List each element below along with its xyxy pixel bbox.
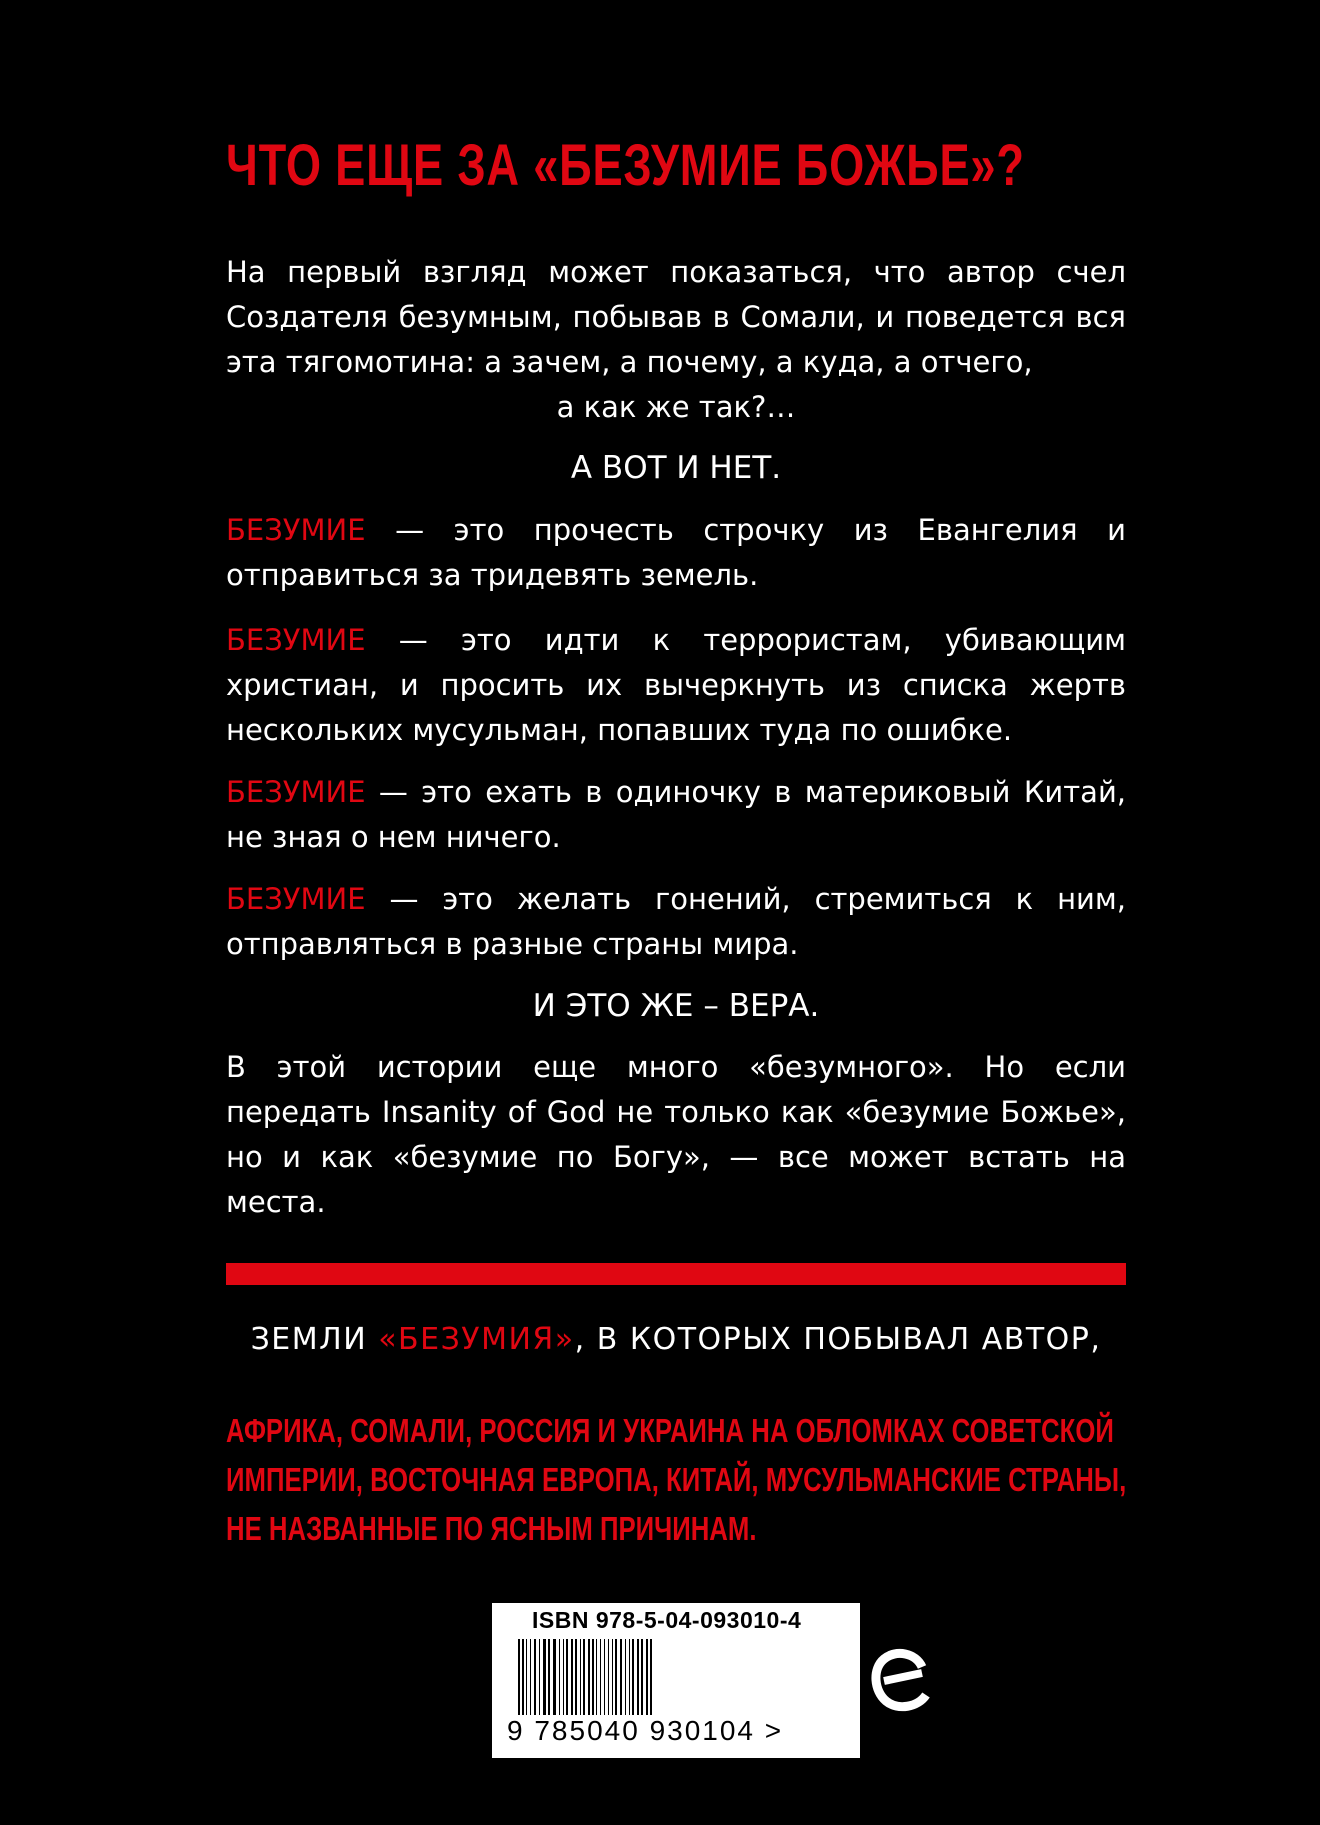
madness-word: БЕЗУМИЕ <box>226 882 366 916</box>
madness-word: БЕЗУМИЕ <box>226 623 366 657</box>
barcode-bar <box>625 1639 626 1717</box>
red-divider <box>226 1263 1126 1285</box>
barcode-bar <box>553 1639 556 1717</box>
isbn-label: ISBN 978-5-04-093010-4 <box>532 1607 802 1633</box>
barcode-bar <box>566 1639 568 1717</box>
barcode-bar <box>559 1639 560 1717</box>
barcode-bar <box>548 1639 550 1717</box>
madness-item-text: — это идти к террористам, убивающим христиан, и просить их вычеркнуть из списка жертв нескольких мусульман, попавших туда по ошибке. <box>226 623 1126 747</box>
barcode-bar <box>580 1639 581 1717</box>
intro-text: На первый взгляд может показаться, что автор счел Создателя безумным, побывав в Сомали, и поведется вся эта тягомотина: а зачем, а почему, а куда, а отчего, <box>226 255 1126 379</box>
madness-item-text: — это желать гонений, стремиться к ним, отправляться в разные страны мира. <box>226 882 1126 961</box>
barcode-bar <box>637 1639 639 1717</box>
barcode-bar <box>575 1639 577 1717</box>
barcode-bar <box>608 1639 609 1717</box>
barcode-bar <box>600 1639 601 1717</box>
barcode-digits <box>506 1715 846 1747</box>
madness-word: БЕЗУМИЕ <box>226 513 366 547</box>
madness-item <box>226 770 1126 860</box>
barcode-bar <box>539 1639 540 1717</box>
barcode-bar <box>596 1639 597 1717</box>
barcode-bar <box>526 1639 527 1717</box>
intro-last-text: а как же так?… <box>556 390 796 424</box>
barcode-bar <box>543 1639 546 1717</box>
barcode-bar <box>530 1639 531 1717</box>
madness-word: БЕЗУМИЕ <box>226 775 366 809</box>
madness-item <box>226 508 1126 598</box>
madness-item <box>226 877 1126 967</box>
barcode-bar <box>620 1639 622 1717</box>
barcode-bar <box>632 1639 634 1717</box>
barcode-bar <box>571 1639 573 1717</box>
barcode-bar <box>604 1639 605 1717</box>
lands-title <box>226 1320 1126 1360</box>
lands-title-prefix: ЗЕМЛИ <box>250 1322 379 1357</box>
lands-list: АФРИКА, СОМАЛИ, РОССИЯ И УКРАИНА НА ОБЛОМКАХ СОВЕТСКОЙ ИМПЕРИИ, ВОСТОЧНАЯ ЕВРОПА, КИТАЙ, МУСУЛЬМАНСКИЕ СТРАНЫ, НЕ НАЗВАННЫЕ ПО ЯСНЫМ ПРИЧИНАМ. <box>226 1412 1127 1547</box>
barcode-bar <box>583 1639 585 1717</box>
madness-item <box>226 618 1126 753</box>
headline: ЧТО ЕЩЕ ЗА «БЕЗУМИЕ БОЖЬЕ»? <box>226 133 1025 198</box>
barcode-bar <box>534 1639 536 1717</box>
barcode-digits-text: 9 785040 930104 > <box>507 1715 784 1746</box>
barcode-bar <box>563 1639 564 1717</box>
barcode-bar <box>629 1639 630 1717</box>
eksmo-logo-icon <box>870 1643 934 1717</box>
lands-title-accent: «БЕЗУМИЯ» <box>378 1322 575 1357</box>
barcode-bar <box>615 1639 617 1717</box>
closing-paragraph <box>226 1045 1126 1225</box>
intro-last-line <box>226 385 1126 430</box>
callout-faith: И ЭТО ЖЕ – ВЕРА. <box>532 988 820 1024</box>
barcode-bar <box>612 1639 613 1717</box>
madness-item-text: — это прочесть строчку из Евангелия и отправиться за тридевять земель. <box>226 513 1126 592</box>
closing-text: В этой истории еще много «безумного». Но если передать Insanity of God не только как «безумие Божье», но и как «безумие по Богу», — все может встать на места. <box>226 1050 1126 1219</box>
callout-not-so: А ВОТ И НЕТ. <box>570 450 782 486</box>
isbn-barcode <box>492 1603 860 1758</box>
intro-paragraph <box>226 250 1126 385</box>
barcode-bar <box>641 1639 643 1717</box>
lands-title-suffix: , В КОТОРЫХ ПОБЫВАЛ АВТОР, <box>574 1322 1102 1357</box>
madness-item-text: — это ехать в одиночку в материковый Китай, не зная о нем ничего. <box>226 775 1127 854</box>
